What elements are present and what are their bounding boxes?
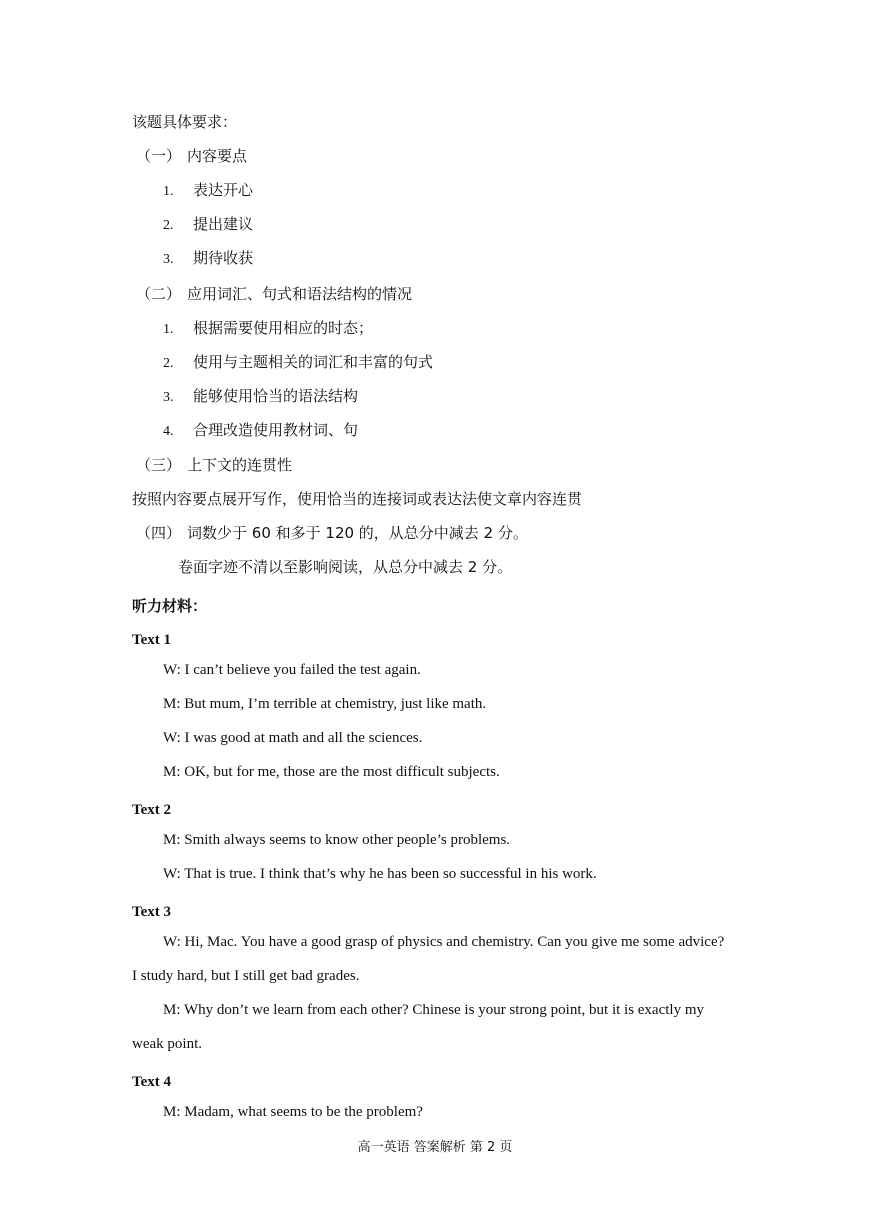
dialogue-line: M: OK, but for me, those are the most difficult subjects.	[163, 764, 500, 780]
dialogue-line: W: Hi, Mac. You have a good grasp of physics and chemistry. Can you give me some advice?	[163, 934, 725, 950]
list-item: 3. 期待收获	[163, 249, 254, 267]
requirements-title: 该题具体要求：	[132, 113, 238, 131]
section-2-title: 应用词汇、句式和语法结构的情况	[187, 285, 413, 303]
dialogue-line: M: Why don’t we learn from each other? Chinese is your strong point, but it is exactly my	[163, 1002, 705, 1018]
dialogue-line: M: Madam, what seems to be the problem?	[163, 1104, 423, 1120]
section-3-heading	[136, 455, 292, 475]
section-2-label: （二）	[136, 285, 182, 303]
list-item: 3. 能够使用恰当的语法结构	[163, 387, 359, 405]
list-item: 1. 根据需要使用相应的时态；	[163, 319, 374, 337]
list-item: 4. 合理改造使用教材词、句	[163, 421, 359, 439]
section-1-label: （一）	[136, 147, 182, 165]
page-footer: 高一英语 答案解析 第 2 页	[357, 1140, 513, 1155]
section-1-heading	[136, 146, 247, 166]
list-item: 1. 表达开心	[163, 181, 254, 199]
dialogue-line: W: I can’t believe you failed the test again.	[163, 662, 421, 678]
section-3-label: （三）	[136, 456, 182, 474]
dialogue-line: M: But mum, I’m terrible at chemistry, just like math.	[163, 696, 487, 712]
text-1-label: Text 1	[132, 632, 172, 648]
section-4-note: 卷面字迹不清以至影响阅读，从总分中减去 2 分。	[178, 558, 513, 576]
section-4-label: （四）	[136, 524, 182, 542]
text-3-label: Text 3	[132, 904, 172, 920]
section-3-body: 按照内容要点展开写作，使用恰当的连接词或表达法使文章内容连贯	[132, 490, 583, 508]
text-4-label: Text 4	[132, 1074, 172, 1090]
section-3-title: 上下文的连贯性	[187, 456, 293, 474]
dialogue-line: W: That is true. I think that’s why he has been so successful in his work.	[163, 866, 597, 882]
listening-title: 听力材料：	[132, 597, 208, 615]
list-item: 2. 提出建议	[163, 215, 254, 233]
section-4-heading	[136, 523, 528, 543]
dialogue-line: W: I was good at math and all the sciences.	[163, 730, 423, 746]
text-2-label: Text 2	[132, 802, 172, 818]
dialogue-line: I study hard, but I still get bad grades.	[132, 968, 360, 984]
list-item: 2. 使用与主题相关的词汇和丰富的句式	[163, 353, 434, 371]
section-4-title: 词数少于 60 和多于 120 的，从总分中减去 2 分。	[187, 524, 528, 542]
section-2-heading	[136, 284, 412, 304]
dialogue-line: M: Smith always seems to know other people’s problems.	[163, 832, 511, 848]
section-1-title: 内容要点	[187, 147, 248, 165]
dialogue-line: weak point.	[132, 1036, 202, 1052]
